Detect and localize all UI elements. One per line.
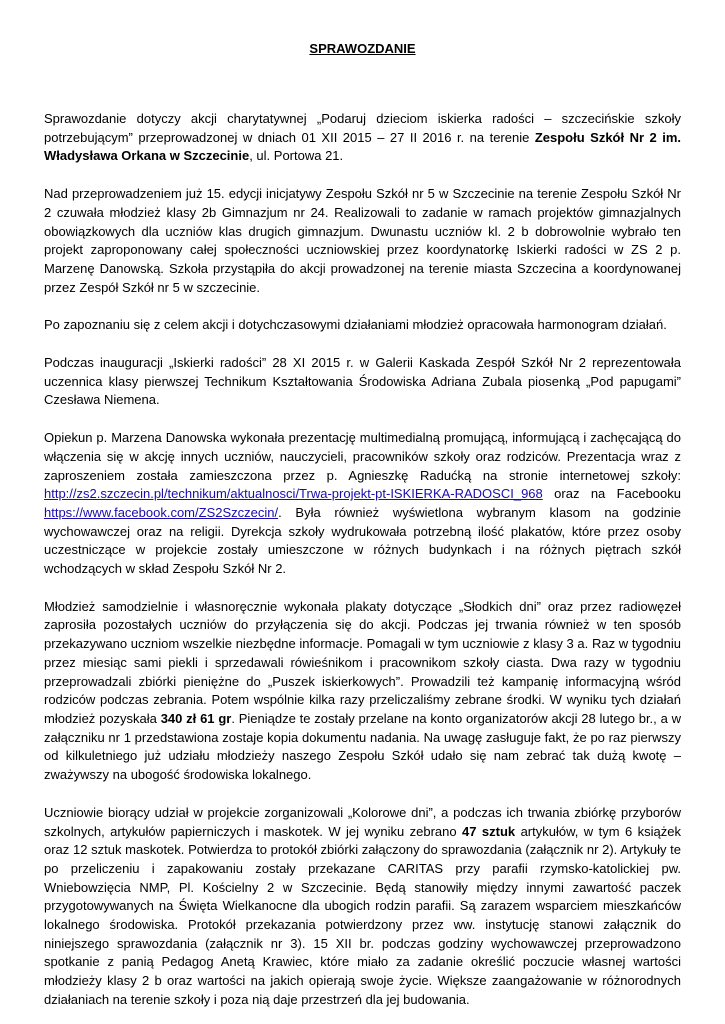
amount-raised: 340 zł 61 gr bbox=[160, 710, 232, 726]
colorful-days-text: Uczniowie biorący udział w projekcie zorganizowali „Kolorowe dni”, a podczas ich trwania zbiórkę przyborów szkolnych, artykułów papierniczych i maskotek. W jej wyniku zebrano bbox=[44, 804, 681, 839]
colorful-days-text-2: artykułów, w tym 6 książek oraz 12 sztuk maskotek. Potwierdza to protokół zbiórki załączony do sprawozdania (załącznik nr 2). Artykuły te po przeliczeniu i zapakowaniu zostały przekazane CARITAS przy parafii rzymsko-katolickiej pw. Wniebowzięcia NMP, Pl. Kościelny 2 w Szczecinie. Będą stanowiły między innymi zawartość paczek przygotowywanych na Święta Wielkanocne dla ubogich rodzin parafii. Są zarazem wsparciem mieszkańców lokalnego środowiska. Protokół przekazania potwierdzony przez ww. instytucję stanowi załącznik do niniejszego sprawozdania (załącznik nr 3). 15 XII br. podczas godziny wychowawczej przeprowadzono spotkanie z panią Pedagog Anetą Krawiec, które miało za zadanie określić poczucie własnej wartości młodzieży klasy 2 b oraz wartości na jakich opierają swoje życie. Większe zaangażowanie w różnorodnych działaniach na terenie szkoły i poza nią daje przestrzeń dla jej budowania. bbox=[44, 823, 681, 1007]
fundraising-text-2: . Pieniądze te zostały przelane na konto organizatorów akcji 28 lutego br., a w załączniku nr 1 przedstawiona zostaje kopia dokumentu nadania. Na uwagę zasługuje fakt, że po raz pierwszy od kilkuletniego już udziału młodzieży naszego Zespołu Szkół udało się nam zebrać tak dużą kwotę – zważywszy na ubogość środowiska lokalnego. bbox=[44, 710, 681, 783]
items-collected: 47 sztuk bbox=[462, 823, 516, 839]
presentation-text-2: oraz na Facebooku bbox=[542, 486, 681, 502]
paragraph-intro bbox=[44, 110, 681, 166]
presentation-text-3: . Była również wyświetlona wybranym klasom na godzinie wychowawczej oraz na religii. Dyrekcja szkoły wydrukowała potrzebną ilość plakatów, które przez osoby uczestniczące w projekcie zostały umieszczone w różnych budynkach i na różnych piętrach szkół wchodzących w skład Zespołu Szkół Nr 2. bbox=[44, 504, 681, 577]
school-name: Zespołu Szkół Nr 2 im. Władysława Orkana w Szczecinie bbox=[44, 129, 681, 164]
facebook-link[interactable]: https://www.facebook.com/ZS2Szczecin/ bbox=[44, 504, 279, 520]
fundraising-text: Młodzież samodzielnie i własnoręcznie wykonała plakaty dotyczące „Słodkich dni” oraz przez radiowęzeł zaprosiła pozostałych uczniów do przyłączenia się do akcji. Podczas jej trwania również w ten sposób przekazywano uczniom wszelkie niezbędne informacje. Pomagali w tym uczniowie z klasy 3 a. Raz w tygodniu przez miesiąc sami piekli i sprzedawali rówieśnikom i pracownikom szkoły ciasta. Dwa razy w tygodniu przeprowadzali zbiórki pieniężne do „Puszek iskierkowych”. Prowadzili też kampanię informacyjną wśród rodziców podczas zebrania. Potem wspólnie kilka razy przeliczaliśmy zebrane środki. W wyniku tych działań młodzież pozyskała bbox=[44, 598, 681, 726]
paragraph-organization: Nad przeprowadzeniem już 15. edycji inicjatywy Zespołu Szkół nr 5 w Szczecinie na terenie Zespołu Szkół Nr 2 czuwała młodzież klasy 2b Gimnazjum nr 24. Realizowali to zadanie w ramach projektów gimnazjalnych obowiązkowych dla uczniów klas drugich gimnazjum. Dwunastu uczniów kl. 2 b dobrowolnie wybrało ten projekt zaproponowany całej społeczności uczniowskiej przez koordynatorkę Iskierki radości w ZS 2 p. Marzenę Danowską. Szkoła przystąpiła do akcji prowadzonej na terenie miasta Szczecina a koordynowanej przez Zespół Szkół nr 5 w szczecinie. bbox=[44, 186, 681, 295]
school-website-link[interactable]: http://zs2.szczecin.pl/technikum/aktualnosci/Trwa-projekt-pt-ISKIERKA-RADOSCI_968 bbox=[44, 486, 543, 502]
paragraph-fundraising bbox=[44, 598, 681, 785]
intro-text: Sprawozdanie dotyczy akcji charytatywnej „Podaruj dzieciom iskierka radości – szczecińskie szkoły potrzebującym” przeprowadzonej w dniach 01 XII 2015 – 27 II 2016 r. na terenie bbox=[44, 111, 681, 145]
paragraph-inauguration: Podczas inauguracji „Iskierki radości” 28 XI 2015 r. w Galerii Kaskada Zespół Szkół Nr 2 reprezentowała uczennica klasy pierwszej Technikum Kształtowania Środowiska Adriana Zubala piosenką „Pod papugami” Czesława Niemena. bbox=[44, 355, 681, 408]
document-title: SPRAWOZDANIE bbox=[309, 41, 416, 56]
paragraph-schedule: Po zapoznaniu się z celem akcji i dotychczasowymi działaniami młodzież opracowała harmonogram działań. bbox=[44, 317, 667, 333]
intro-address: , ul. Portowa 21. bbox=[249, 148, 344, 164]
paragraph-presentation bbox=[44, 429, 681, 579]
document-page bbox=[44, 40, 681, 1010]
presentation-text: Opiekun p. Marzena Danowska wykonała prezentację multimedialną promującą, informującą i zachęcającą do włączenia się w akcję innych uczniów, nauczycieli, pracowników szkoły oraz rodziców. Prezentacja wraz z zaproszeniem została zamieszczona przez p. Agnieszkę Radućką na stronie internetowej szkoły: bbox=[44, 430, 681, 483]
paragraph-colorful-days bbox=[44, 804, 681, 1010]
